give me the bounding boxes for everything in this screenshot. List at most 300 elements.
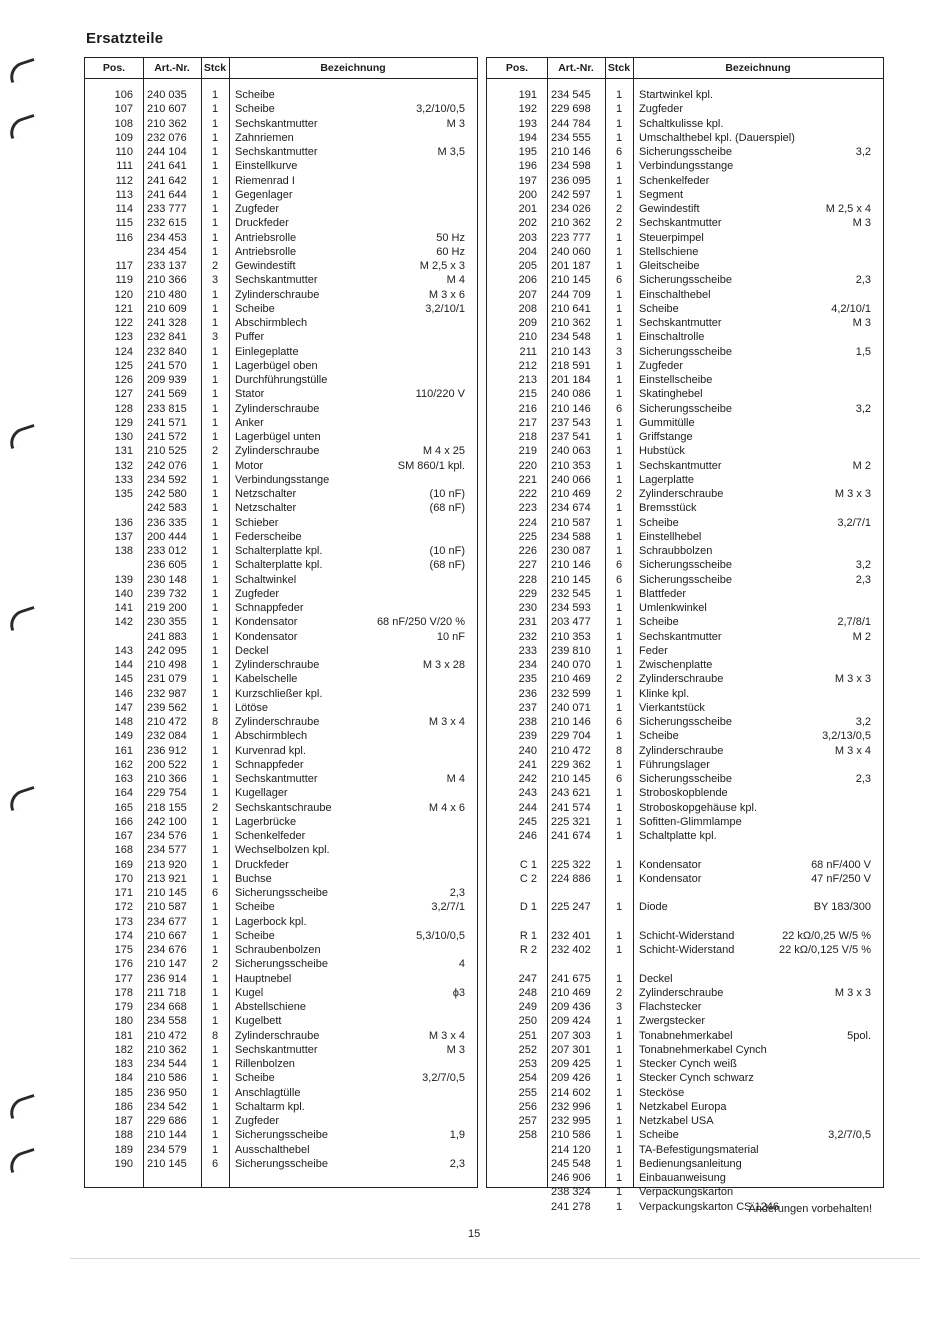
cell-desc: Abschirmblech [235,317,308,329]
cell-art: 232 084 [147,730,187,743]
table-row [487,273,883,287]
cell-desc: Griffstange [639,431,693,443]
table-row [85,516,477,530]
cell-desc: Rillenbolzen [235,1058,295,1070]
cell-pos: 216 [518,402,537,415]
cell-qty: 2 [615,488,623,500]
cell-pos: 217 [518,416,537,429]
cell-qty: 1 [615,288,623,301]
table-row [85,373,477,387]
cell-art: 210 146 [551,146,591,158]
cell-art: 232 401 [551,929,591,942]
table-row [85,259,477,273]
cell-qty: 1 [211,773,219,785]
cell-qty: 1 [211,288,219,301]
cell-art: 207 301 [551,1043,591,1056]
cell-pos: 185 [114,1086,133,1099]
cell-art: 240 063 [551,445,591,458]
cell-desc: Abschirmblech [235,730,308,743]
cell-art: 242 095 [147,644,187,657]
cell-spec: M 4 x 6 [428,801,465,814]
cell-pos: 192 [518,103,537,116]
cell-pos: 181 [114,1029,133,1042]
cell-spec: M 3 x 28 [422,659,465,671]
cell-qty: 1 [211,1100,219,1113]
cell-art: 210 607 [147,103,187,116]
cell-desc: Schaltarm kpl. [235,1100,305,1113]
cell-desc: Schaltplatte kpl. [639,830,717,842]
cell-desc: Sicherungsscheibe [639,573,732,586]
cell-pos: 171 [114,887,133,899]
cell-art: 203 477 [551,616,591,629]
cell-qty: 1 [615,160,623,173]
table-row [85,943,477,957]
cell-desc: Stroboskopgehäuse kpl. [639,801,758,814]
cell-art: 210 146 [551,559,591,572]
punch-hole-mark [6,114,39,139]
cell-qty: 1 [615,801,623,814]
table-row [487,986,883,1000]
table-row [85,202,477,216]
cell-spec: M 3 x 3 [834,986,871,999]
table-row [85,473,477,487]
cell-art: 210 362 [551,317,591,329]
cell-desc: Zugfeder [235,203,280,215]
cell-spec: M 2 [852,459,871,472]
cell-qty: 1 [211,1115,219,1127]
cell-qty: 1 [211,146,219,158]
cell-qty: 1 [211,89,219,101]
cell-qty: 6 [615,274,623,287]
cell-qty: 1 [211,1072,219,1085]
cell-desc: Einstellkurve [235,160,298,173]
cell-desc: Kondensator [235,630,298,643]
cell-art: 234 598 [551,160,591,173]
table-row [487,729,883,743]
table-row [85,1057,477,1071]
table-row [487,801,883,815]
cell-qty: 6 [211,887,219,899]
cell-art: 210 641 [551,302,591,315]
cell-art: 209 426 [551,1072,591,1085]
cell-desc: Sechskantmutter [235,146,318,158]
cell-qty: 1 [615,630,623,643]
table-row [85,587,477,601]
cell-art: 234 676 [147,944,187,956]
cell-qty: 1 [211,516,219,529]
cell-art: 229 698 [551,103,591,116]
cell-qty: 6 [615,146,623,158]
cell-qty: 6 [615,573,623,586]
cell-art: 246 906 [551,1172,591,1184]
cell-art: 244 104 [147,146,187,158]
cell-spec: 3,2/7/0,5 [828,1129,871,1142]
cell-pos: 179 [114,1001,133,1013]
cell-desc: Verpackungskarton CS 1246 [639,1200,780,1213]
cell-pos: 125 [114,359,133,372]
table-row [85,117,477,131]
cell-qty: 1 [615,616,623,629]
cell-art: 233 012 [147,545,187,557]
cell-qty: 1 [211,673,219,686]
table-row [487,259,883,273]
cell-desc: Einlegeplatte [235,345,299,358]
cell-qty: 1 [211,929,219,942]
cell-pos: 254 [518,1072,537,1085]
table-row [487,1086,883,1100]
cell-spec: M 3 x 4 [428,716,465,728]
cell-art: 241 572 [147,431,187,443]
cell-pos: 176 [114,958,133,971]
table-row [487,216,883,230]
cell-desc: Sicherungsscheibe [235,1129,328,1142]
cell-qty: 1 [211,217,219,230]
table-row [85,288,477,302]
table-row [85,986,477,1000]
cell-art: 210 362 [147,117,187,130]
cell-desc: Einstellscheibe [639,374,713,386]
cell-art: 210 145 [147,887,187,899]
table-row [85,302,477,316]
cell-desc: Kabelschelle [235,673,298,686]
cell-desc: Verbindungsstange [235,473,330,486]
cell-pos: 236 [518,687,537,700]
cell-spec: M 3 x 4 [834,744,871,757]
table-row [487,302,883,316]
cell-pos: 235 [518,673,537,686]
cell-art: 232 545 [551,587,591,600]
cell-qty: 1 [615,89,623,101]
cell-desc: Kurvenrad kpl. [235,744,306,757]
cell-art: 201 184 [551,374,591,386]
cell-desc: Lagerbrücke [235,815,297,828]
cell-qty: 1 [615,1157,623,1170]
cell-pos: 174 [114,929,133,942]
cell-spec: 3,2 [855,402,871,415]
cell-art: 241 641 [147,160,187,173]
cell-art: 232 987 [147,687,187,700]
cell-qty: 1 [615,502,623,515]
cell-art: 234 558 [147,1015,187,1028]
cell-qty: 1 [211,1129,219,1142]
table-row [487,345,883,359]
table-row [487,573,883,587]
cell-qty: 6 [615,716,623,728]
cell-desc: Sechskantmutter [235,117,318,130]
cell-pos: D 1 [519,901,537,914]
cell-pos: 232 [518,630,537,643]
cell-desc: Zugfeder [235,587,280,600]
cell-desc: Deckel [235,644,269,657]
cell-desc: Scheibe [235,103,275,116]
table-row [487,715,883,729]
cell-qty: 1 [615,701,623,714]
cell-pos: 245 [518,815,537,828]
cell-art: 210 145 [551,274,591,287]
cell-desc: Schicht-Widerstand [639,944,735,956]
cell-pos: 106 [114,89,133,101]
cell-spec: 1,5 [855,345,871,358]
cell-pos: 142 [114,616,133,629]
table-row [85,1100,477,1114]
cell-art: 241 278 [551,1200,591,1213]
cell-qty: 6 [615,773,623,785]
cell-qty: 1 [211,103,219,116]
cell-qty: 1 [615,872,623,885]
cell-spec: 22 kΩ/0,125 V/5 % [778,944,871,956]
table-row [85,416,477,430]
cell-art: 241 569 [147,388,187,401]
table-row [487,672,883,686]
cell-art: 210 145 [551,773,591,785]
cell-desc: Druckfeder [235,858,289,871]
cell-desc: Verpackungskarton [639,1186,734,1199]
cell-pos: 130 [114,431,133,443]
table-row [85,1157,477,1171]
table-row [487,687,883,701]
cell-qty: 1 [615,659,623,671]
cell-spec: 1,9 [449,1129,465,1142]
cell-desc: Kurzschließer kpl. [235,687,323,700]
cell-art: 241 328 [147,317,187,329]
cell-pos: 166 [114,815,133,828]
cell-qty: 1 [615,1029,623,1042]
cell-pos: 141 [114,602,133,614]
cell-pos: 115 [115,217,133,230]
table-row [487,102,883,116]
cell-art: 232 599 [551,687,591,700]
cell-pos: 170 [114,872,133,885]
table-row [487,231,883,245]
cell-pos: 175 [114,944,133,956]
cell-desc: Gewindestift [639,203,700,215]
table-row [85,402,477,416]
table-row [487,858,883,872]
table-row [487,915,883,929]
cell-pos: 223 [518,502,537,515]
cell-qty: 1 [211,944,219,956]
page-title: Ersatzteile [86,30,164,47]
table-row [85,672,477,686]
cell-qty: 1 [211,459,219,472]
cell-art: 234 588 [551,530,591,543]
cell-pos: C 2 [519,872,537,885]
cell-pos: 144 [114,659,133,671]
cell-desc: Zugfeder [235,1115,280,1127]
cell-art: 233 777 [147,203,187,215]
cell-qty: 1 [615,131,623,144]
cell-desc: Schenkelfeder [639,174,710,187]
cell-art: 218 155 [147,801,187,814]
cell-desc: Sicherungsscheibe [639,274,732,287]
cell-qty: 6 [211,1157,219,1170]
cell-pos: C 1 [519,858,537,871]
cell-art: 236 095 [551,174,591,187]
cell-art: 210 472 [147,716,187,728]
cell-pos: 135 [114,488,133,500]
table-row [85,1000,477,1014]
cell-spec: 47 nF/250 V [811,872,871,885]
table-row [85,188,477,202]
cell-pos: 204 [518,245,537,258]
table-row [487,402,883,416]
cell-desc: Stecker Cynch schwarz [639,1072,754,1085]
table-row [487,188,883,202]
cell-qty: 1 [615,730,623,743]
cell-desc: Stator [235,388,265,401]
cell-art: 210 146 [551,716,591,728]
cell-art: 232 995 [551,1115,591,1127]
cell-pos: 126 [114,374,133,386]
table-row [487,145,883,159]
cell-spec: M 4 [446,773,465,785]
cell-art: 210 145 [551,573,591,586]
cell-art: 236 950 [147,1086,187,1099]
cell-pos: 136 [114,516,133,529]
cell-pos: 215 [518,388,537,401]
cell-spec: SM 860/1 kpl. [397,459,465,472]
cell-pos: 148 [114,716,133,728]
cell-art: 210 353 [551,459,591,472]
cell-pos: 169 [114,858,133,871]
cell-pos: 172 [114,901,133,914]
cell-desc: Sechskantmutter [235,274,318,287]
cell-qty: 1 [211,830,219,842]
table-row [85,601,477,615]
cell-pos: 145 [114,673,133,686]
table-row [487,174,883,188]
cell-qty: 1 [615,331,623,344]
cell-qty: 1 [211,644,219,657]
cell-desc: Gegenlager [235,188,293,201]
cell-spec: M 4 x 25 [422,445,465,458]
cell-art: 233 137 [147,260,187,272]
cell-qty: 1 [615,901,623,914]
cell-art: 245 548 [551,1157,591,1170]
cell-qty: 1 [615,587,623,600]
cell-pos: 195 [518,146,537,158]
cell-qty: 1 [211,1043,219,1056]
table-row [85,544,477,558]
cell-desc: Kondensator [235,616,298,629]
cell-qty: 1 [615,231,623,244]
table-row [487,630,883,644]
cell-spec: 3,2 [855,146,871,158]
cell-art: 241 883 [147,630,187,643]
cell-desc: Sicherungsscheibe [639,402,732,415]
cell-art: 242 076 [147,459,187,472]
cell-qty: 1 [615,1115,623,1127]
cell-desc: Zwergstecker [639,1015,706,1028]
cell-pos: 163 [114,773,133,785]
table-row [487,786,883,800]
cell-art: 240 086 [551,388,591,401]
cell-desc: Schnappfeder [235,758,304,771]
punch-hole-mark [6,1148,39,1173]
cell-desc: Bedienungsanleitung [639,1157,742,1170]
cell-pos: 111 [116,160,133,173]
header-pos: Pos. [505,62,529,74]
cell-desc: Schicht-Widerstand [639,929,735,942]
table-row [487,1000,883,1014]
table-row [487,530,883,544]
cell-qty: 1 [211,858,219,871]
cell-art: 210 480 [147,288,187,301]
cell-desc: Kugellager [235,787,288,800]
cell-art: 218 591 [551,359,591,372]
cell-qty: 1 [615,431,623,443]
cell-desc: Lagerbügel unten [235,431,321,443]
cell-pos: 140 [114,587,133,600]
table-row [487,701,883,715]
table-row [85,501,477,515]
cell-desc: Federscheibe [235,530,302,543]
cell-pos: R 2 [519,944,537,956]
cell-qty: 1 [211,701,219,714]
table-row [85,815,477,829]
table-row [487,430,883,444]
header-art-nr: Art.-Nr. [154,62,190,74]
table-row [85,530,477,544]
header-description: Bezeichnung [320,62,386,74]
cell-art: 241 642 [147,174,187,187]
cell-pos: 128 [114,402,133,415]
cell-desc: Sechskantmutter [639,630,722,643]
cell-desc: Gleitscheibe [639,260,700,272]
cell-pos: 164 [114,787,133,800]
cell-desc: Schalterplatte kpl. [235,559,323,572]
cell-pos: 129 [114,416,133,429]
cell-desc: Führungslager [639,758,710,771]
cell-spec: 5pol. [847,1029,871,1042]
cell-spec: M 2,5 x 4 [825,203,871,215]
cell-qty: 1 [211,844,219,857]
table-row [487,202,883,216]
cell-qty: 2 [211,445,219,458]
cell-desc: Einstellhebel [639,530,702,543]
cell-art: 210 667 [147,929,187,942]
cell-desc: Deckel [639,972,673,985]
cell-art: 234 579 [147,1143,187,1156]
cell-art: 241 674 [551,830,591,842]
punch-hole-mark [6,786,39,811]
cell-art: 232 402 [551,944,591,956]
table-row [85,843,477,857]
cell-desc: Wechselbolzen kpl. [235,844,330,857]
table-row [85,644,477,658]
table-row [487,387,883,401]
cell-art: 240 060 [551,245,591,258]
table-row [487,330,883,344]
cell-desc: Umlenkwinkel [639,602,707,614]
cell-pos: 242 [518,773,537,785]
cell-pos: 246 [518,830,537,842]
cell-desc: Anker [235,416,264,429]
cell-qty: 1 [211,986,219,999]
cell-qty: 1 [211,602,219,614]
cell-art: 234 548 [551,331,591,344]
cell-art: 232 615 [147,217,187,230]
table-row [85,444,477,458]
table-row [85,102,477,116]
cell-desc: Netzschalter [235,502,297,515]
cell-qty: 2 [615,986,623,999]
cell-spec: 50 Hz [436,231,465,244]
cell-desc: Scheibe [235,89,275,101]
table-row [85,772,477,786]
table-row [487,1114,883,1128]
cell-qty: 1 [615,188,623,201]
